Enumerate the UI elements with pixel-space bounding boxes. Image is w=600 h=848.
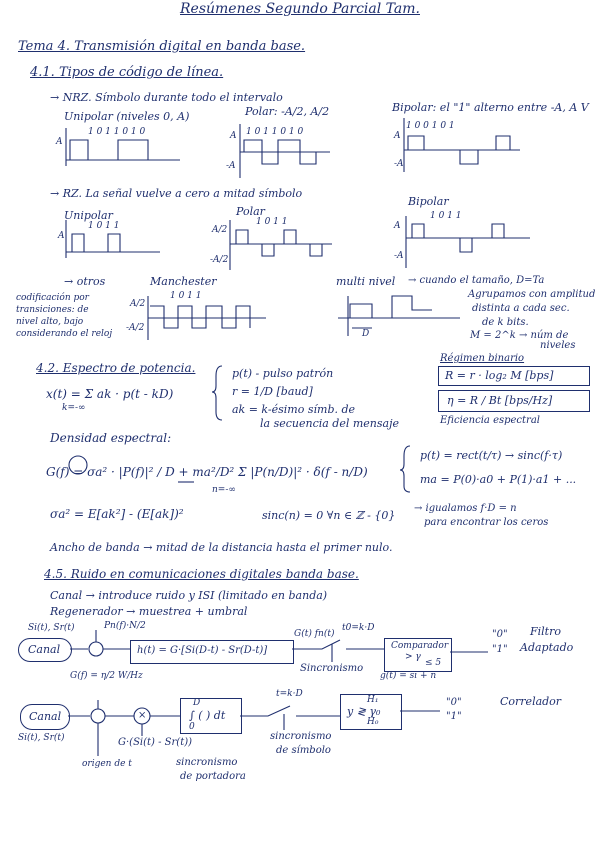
sinc-note: → igualamos f·D = n	[414, 503, 517, 514]
eta-formula: η = R / Bt [bps/Hz]	[447, 394, 553, 407]
brace-definitions	[212, 366, 222, 420]
rz-bipolar-label: Bipolar	[408, 195, 449, 208]
page-title: Resúmenes Segundo Parcial Tam.	[180, 1, 420, 17]
multinivel-note: de k bits.	[482, 317, 529, 328]
rz-unipolar-label: Unipolar	[64, 209, 113, 222]
integral-lower-limit: 0	[189, 722, 195, 732]
origin-label: origen de t	[82, 759, 132, 769]
multinivel-note: niveles	[540, 340, 576, 351]
wire-int-switch	[240, 706, 340, 716]
rz-polar-label: Polar	[236, 205, 265, 218]
decision-rule: y ≷ γ₀	[347, 705, 381, 718]
multinivel-label: multi nivel	[336, 275, 396, 288]
multinivel-note: Agrupamos con amplitud	[468, 289, 596, 300]
rz-unipolar-axis	[66, 220, 160, 258]
filter-label: Filtro	[530, 625, 561, 638]
k-range: k=-∞	[62, 403, 86, 413]
sum-node-1	[89, 642, 103, 656]
sum-node-2	[91, 709, 105, 723]
left-note-line: nivel alto, bajo	[16, 317, 84, 327]
canal-intro: Canal → introduce ruido y ISI (limitado en banda)	[50, 589, 328, 602]
rz-polar-axis	[230, 217, 332, 270]
regimen-formula: R = r · log₂ M [bps]	[445, 369, 554, 382]
comparator-threshold-top: > γ	[405, 652, 421, 662]
comparator-threshold-bot: ≤ 5	[425, 658, 442, 668]
multinivel-wave	[350, 296, 432, 318]
rz-polar-wave	[236, 230, 322, 256]
manchester-wave	[150, 306, 250, 328]
axis-label-A: A	[230, 131, 237, 141]
n-range: n=-∞	[212, 485, 236, 495]
eta-label: Eficiencia espectral	[440, 415, 540, 426]
reference-signal-label: G·(Si(t) - Sr(t))	[118, 737, 193, 748]
noise-label: Pn(f)·N/2	[104, 621, 146, 631]
axis-label-minus-A: -A	[394, 251, 404, 261]
rz-bipolar-axis	[406, 216, 530, 268]
axis-label-A2: A/2	[212, 225, 228, 235]
decision-variable-label: g(t) = si + n	[380, 671, 437, 681]
a-definition-cont: la secuencia del mensaje	[260, 417, 400, 430]
output-0-b: "0"	[446, 697, 462, 708]
integral-upper-limit: D	[193, 698, 201, 708]
axis-label-A: A	[58, 231, 65, 241]
nrz-unipolar-label: Unipolar (niveles 0, A)	[64, 110, 190, 123]
multinivel-note: → cuando el tamaño, D=Ta	[408, 275, 545, 286]
output-1-b: "1"	[446, 711, 462, 722]
axis-label-minus-A: -A	[394, 159, 404, 169]
canal-label: Canal	[28, 643, 61, 656]
output-1: "1"	[492, 644, 508, 655]
ma-equation: ma = P(0)·a0 + P(1)·a1 + ...	[420, 473, 577, 486]
comparator-label: Comparador	[391, 641, 449, 651]
multinivel-note: M = 2^k → núm de	[470, 330, 569, 341]
nrz-bipolar-label: Bipolar: el "1" alterno entre -A, A V	[392, 101, 589, 114]
multinivel-note: distinta a cada sec.	[472, 303, 570, 314]
carrier-sync-label: sincronismo	[176, 757, 238, 768]
sigma-circle	[69, 456, 87, 474]
input-signal-label-2: Si(t), Sr(t)	[18, 733, 65, 743]
sample-time-label-2: t=k·D	[276, 689, 303, 699]
r-definition: r = 1/D [baud]	[232, 385, 313, 398]
axis-label-minus-A2: -A/2	[210, 255, 229, 265]
axis-label-A: A	[394, 131, 401, 141]
sigma-equation: σa² = E[ak²] - (E[ak])²	[50, 507, 184, 521]
matched-label: Adaptado	[520, 641, 574, 654]
G-equation: G(f) = σa² · |P(f)|² / D + ma²/D² Σ |P(n/D)|² · δ(f - n/D)	[46, 465, 368, 479]
nrz-polar-label: Polar: -A/2, A/2	[245, 105, 330, 118]
axis-label-minus-A: -A	[226, 161, 236, 171]
rz-polar-bits: 1 0 1 1	[256, 217, 288, 227]
left-note-line: transiciones: de	[16, 305, 89, 315]
output-0: "0"	[492, 629, 508, 640]
theme-heading: Tema 4. Transmisión digital en banda base.	[18, 39, 306, 54]
wire-filter-sample	[292, 640, 384, 649]
nrz-polar-axis	[240, 124, 330, 178]
a-definition: ak = k-ésimo símb. de	[232, 403, 356, 416]
rz-unipolar-bits: 1 0 1 1	[88, 221, 120, 231]
manchester-axis	[148, 296, 266, 340]
axis-label-A2: A/2	[130, 299, 146, 309]
period-label-D: D	[362, 329, 370, 339]
multiplier-symbol: ×	[138, 710, 147, 721]
sinc-note-cont: para encontrar los ceros	[424, 517, 549, 528]
section-4-5-heading: 4.5. Ruido en comunicaciones digitales banda base.	[44, 567, 359, 581]
regimen-label: Régimen binario	[440, 353, 525, 364]
axis-label-A: A	[56, 137, 63, 147]
decision-h1: H₁	[367, 695, 379, 705]
correlator-label: Correlador	[500, 695, 562, 708]
symbol-sync-label-2: de símbolo	[276, 745, 331, 756]
p-definition: p(t) - pulso patrón	[232, 367, 334, 380]
axis-label-A: A	[394, 221, 401, 231]
sinc-equation: sinc(n) = 0 ∀n ∈ ℤ - {0}	[262, 509, 396, 522]
nrz-unipolar-wave	[70, 140, 148, 160]
manchester-bits: 1 0 1 1	[170, 291, 202, 301]
left-note-line: codificación por	[16, 293, 89, 303]
symbol-sync-label: sincronismo	[270, 731, 332, 742]
input-signal-label: Si(t), Sr(t)	[28, 623, 75, 633]
x-equation: x(t) = Σ ak · p(t - kD)	[46, 387, 174, 401]
canal-label-2: Canal	[29, 710, 62, 723]
manchester-label: Manchester	[150, 275, 217, 288]
nrz-polar-bits: 1 0 1 1 0 1 0	[246, 127, 304, 137]
rz-unipolar-wave	[72, 234, 120, 252]
nrz-bipolar-bits: 1 0 0 1 0 1	[406, 121, 455, 131]
section-4-1-heading: 4.1. Tipos de código de línea.	[30, 65, 224, 80]
brace-results	[400, 446, 410, 492]
nrz-unipolar-bits: 1 0 1 1 0 1 0	[88, 127, 146, 137]
decision-h0: H₀	[367, 717, 379, 727]
nrz-unipolar-axis	[66, 128, 180, 166]
otros-label: → otros	[64, 275, 106, 288]
multiplier-node	[134, 708, 150, 724]
regenerador-note: Regenerador → muestrea + umbral	[50, 605, 248, 618]
multinivel-axis	[338, 296, 460, 336]
noise-density-label: G(f) = η/2 W/Hz	[70, 671, 143, 681]
matched-filter-equation: h(t) = G·[Si(D-t) - Sr(D-t)]	[137, 645, 268, 656]
pt-rect-equation: p(t) = rect(t/τ) → sinc(f·τ)	[420, 449, 563, 462]
section-4-2-heading: 4.2. Espectro de potencia.	[36, 361, 196, 375]
sample-time-label: t0=k·D	[342, 623, 375, 633]
bandwidth-note: Ancho de banda → mitad de la distancia hasta el primer nulo.	[50, 541, 393, 554]
left-note-line: considerando el reloj	[16, 329, 113, 339]
density-label: Densidad espectral:	[50, 431, 172, 445]
carrier-sync-label-2: de portadora	[180, 771, 246, 782]
integral-label: ∫ ( ) dt	[189, 709, 226, 722]
sync-label: Sincronismo	[300, 663, 364, 674]
axis-label-minus-A2: -A/2	[126, 323, 145, 333]
rz-description: → RZ. La señal vuelve a cero a mitad símbolo	[50, 187, 303, 200]
nrz-description: → NRZ. Símbolo durante todo el intervalo	[50, 91, 283, 104]
rz-bipolar-bits: 1 0 1 1	[430, 211, 462, 221]
output-signal-label: G(t) fn(t)	[294, 629, 335, 639]
